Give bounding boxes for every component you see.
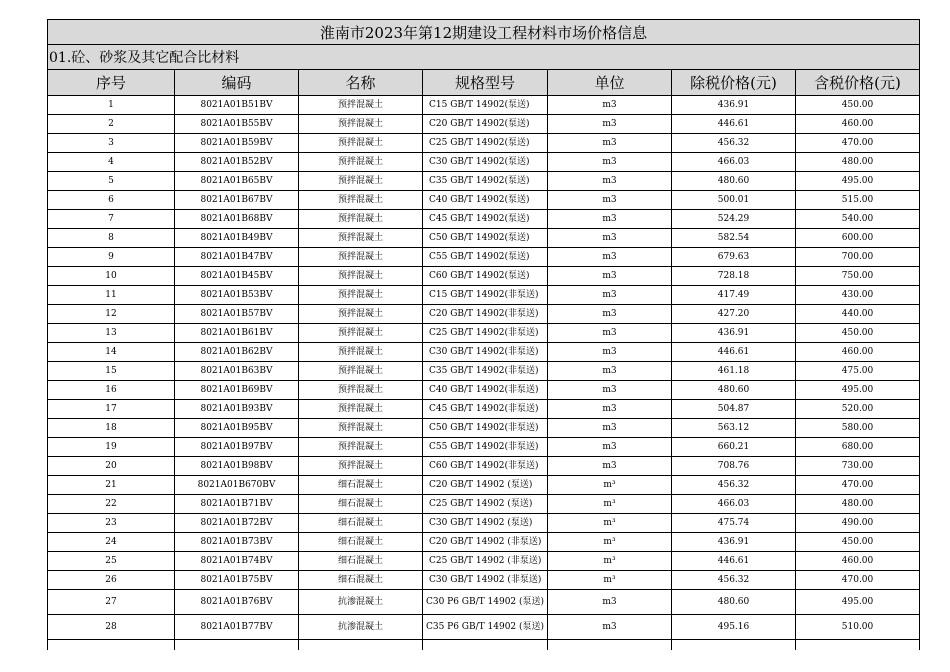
cell-index[interactable]: 4 (48, 153, 175, 172)
cell-name[interactable]: 预拌混凝土 (299, 96, 423, 115)
cell-unit[interactable]: m3 (548, 153, 672, 172)
cell-unit[interactable]: m³ (548, 533, 672, 552)
price-sheet (47, 19, 919, 650)
cell-name[interactable]: 预拌混凝土 (299, 229, 423, 248)
cell-spec[interactable]: C40 GB/T 14902(泵送) (423, 191, 548, 210)
table-row[interactable] (48, 400, 920, 419)
cell-spec[interactable]: C20 GB/T 14902(泵送) (423, 115, 548, 134)
cell-price-incl-tax[interactable]: 475.00 (796, 362, 920, 381)
cell-name[interactable]: 抗渗混凝土 (299, 590, 423, 615)
cell-code[interactable]: 8021A01B49BV (175, 229, 299, 248)
cell-name[interactable]: 预拌混凝土 (299, 191, 423, 210)
cell-spec[interactable]: C45 GB/T 14902(泵送) (423, 210, 548, 229)
cell-index[interactable]: 15 (48, 362, 175, 381)
cell-index[interactable]: 18 (48, 419, 175, 438)
cell-unit[interactable]: m3 (548, 381, 672, 400)
cell-index[interactable]: 1 (48, 96, 175, 115)
cell-spec[interactable]: C15 GB/T 14902(泵送) (423, 96, 548, 115)
cell-name[interactable]: 预拌混凝土 (299, 172, 423, 191)
cell-code[interactable]: 8021A01B47BV (175, 248, 299, 267)
cell-name[interactable]: 细石混凝土 (299, 571, 423, 590)
cell-index[interactable]: 8 (48, 229, 175, 248)
cell-index[interactable]: 21 (48, 476, 175, 495)
table-row[interactable] (48, 134, 920, 153)
cell-unit[interactable]: m³ (548, 552, 672, 571)
cell-code[interactable]: 8021A01B69BV (175, 381, 299, 400)
cell-index[interactable]: 13 (48, 324, 175, 343)
table-row[interactable] (48, 305, 920, 324)
cell-unit[interactable]: m³ (548, 495, 672, 514)
cell-index[interactable]: 17 (48, 400, 175, 419)
cell-index[interactable]: 22 (48, 495, 175, 514)
price-table (47, 19, 920, 650)
table-row[interactable] (48, 172, 920, 191)
cell-spec[interactable]: C55 GB/T 14902(非泵送) (423, 438, 548, 457)
cell-price-incl-tax[interactable]: 460.00 (796, 115, 920, 134)
cell-index[interactable]: 7 (48, 210, 175, 229)
cell-name[interactable]: 预拌混凝土 (299, 210, 423, 229)
cell-price-incl-tax[interactable]: 470.00 (796, 571, 920, 590)
cell-name[interactable]: 细石混凝土 (299, 552, 423, 571)
cell-price-incl-tax[interactable]: 730.00 (796, 457, 920, 476)
cell-spec[interactable]: C35 GB/T 14902(非泵送) (423, 362, 548, 381)
cell-price-incl-tax[interactable]: 450.00 (796, 324, 920, 343)
cell-spec[interactable]: C25 GB/T 14902 (非泵送) (423, 552, 548, 571)
cell-code[interactable]: 8021A01B65BV (175, 172, 299, 191)
sheet-title: 淮南市2023年第12期建设工程材料市场价格信息 (48, 20, 920, 45)
table-row[interactable] (48, 191, 920, 210)
cell-spec[interactable]: C25 GB/T 14902(泵送) (423, 134, 548, 153)
cell-name[interactable]: 预拌混凝土 (299, 115, 423, 134)
cell-price-incl-tax[interactable]: 580.00 (796, 419, 920, 438)
cell-spec[interactable]: C60 GB/T 14902(泵送) (423, 267, 548, 286)
section-heading: 01.砼、砂浆及其它配合比材料 (48, 45, 920, 70)
table-row[interactable] (48, 248, 920, 267)
table-row[interactable] (48, 533, 920, 552)
table-row[interactable] (48, 571, 920, 590)
cell-index[interactable]: 6 (48, 191, 175, 210)
col-header-name[interactable]: 名称 (299, 70, 423, 96)
cell-price-excl-tax[interactable]: 708.76 (672, 457, 796, 476)
cell-name[interactable]: 预拌混凝土 (299, 153, 423, 172)
cell-spec[interactable]: C50 GB/T 14902(泵送) (423, 229, 548, 248)
cell-spec[interactable]: C55 GB/T 14902(泵送) (423, 248, 548, 267)
cell-price-excl-tax[interactable]: 480.60 (672, 590, 796, 615)
empty-cell (299, 640, 423, 651)
cell-unit[interactable]: m³ (548, 476, 672, 495)
cell-price-incl-tax[interactable]: 450.00 (796, 533, 920, 552)
empty-cell (175, 640, 299, 651)
cell-index[interactable]: 25 (48, 552, 175, 571)
cell-price-incl-tax[interactable]: 480.00 (796, 495, 920, 514)
table-row[interactable] (48, 381, 920, 400)
cell-unit[interactable]: m3 (548, 229, 672, 248)
empty-cell (48, 640, 175, 651)
table-row[interactable] (48, 590, 920, 615)
cell-price-excl-tax[interactable]: 524.29 (672, 210, 796, 229)
table-row[interactable] (48, 115, 920, 134)
cell-name[interactable]: 细石混凝土 (299, 495, 423, 514)
cell-unit[interactable]: m3 (548, 248, 672, 267)
cell-index[interactable]: 5 (48, 172, 175, 191)
cell-code[interactable]: 8021A01B72BV (175, 514, 299, 533)
cell-price-incl-tax[interactable]: 430.00 (796, 286, 920, 305)
cell-unit[interactable]: m3 (548, 172, 672, 191)
cell-price-incl-tax[interactable]: 700.00 (796, 248, 920, 267)
cell-price-excl-tax[interactable]: 436.91 (672, 96, 796, 115)
cell-spec[interactable]: C35 P6 GB/T 14902 (泵送) (423, 615, 548, 640)
cell-index[interactable]: 20 (48, 457, 175, 476)
cell-price-excl-tax[interactable]: 436.91 (672, 533, 796, 552)
table-row[interactable] (48, 286, 920, 305)
cell-price-incl-tax[interactable]: 470.00 (796, 134, 920, 153)
cell-name[interactable]: 细石混凝土 (299, 514, 423, 533)
cell-unit[interactable]: m3 (548, 400, 672, 419)
cell-unit[interactable]: m3 (548, 115, 672, 134)
cell-name[interactable]: 预拌混凝土 (299, 438, 423, 457)
cell-index[interactable]: 10 (48, 267, 175, 286)
cell-price-excl-tax[interactable]: 679.63 (672, 248, 796, 267)
cell-name[interactable]: 预拌混凝土 (299, 305, 423, 324)
cell-unit[interactable]: m3 (548, 343, 672, 362)
table-row[interactable] (48, 457, 920, 476)
cell-price-excl-tax[interactable]: 456.32 (672, 476, 796, 495)
cell-index[interactable]: 16 (48, 381, 175, 400)
cell-unit[interactable]: m³ (548, 571, 672, 590)
cell-spec[interactable]: C35 GB/T 14902(泵送) (423, 172, 548, 191)
cell-price-excl-tax[interactable]: 504.87 (672, 400, 796, 419)
cell-code[interactable]: 8021A01B95BV (175, 419, 299, 438)
cell-index[interactable]: 12 (48, 305, 175, 324)
cell-price-incl-tax[interactable]: 495.00 (796, 381, 920, 400)
cell-price-excl-tax[interactable]: 456.32 (672, 134, 796, 153)
cell-price-excl-tax[interactable]: 480.60 (672, 172, 796, 191)
cell-code[interactable]: 8021A01B55BV (175, 115, 299, 134)
empty-cell (548, 640, 672, 651)
cell-price-excl-tax[interactable]: 466.03 (672, 153, 796, 172)
cell-name[interactable]: 预拌混凝土 (299, 381, 423, 400)
col-header-price-excl-tax[interactable]: 除税价格(元) (672, 70, 796, 96)
table-row[interactable] (48, 615, 920, 640)
cell-unit[interactable]: m3 (548, 134, 672, 153)
cell-price-excl-tax[interactable]: 582.54 (672, 229, 796, 248)
table-row[interactable] (48, 96, 920, 115)
cell-price-excl-tax[interactable]: 728.18 (672, 267, 796, 286)
cell-spec[interactable]: C50 GB/T 14902(非泵送) (423, 419, 548, 438)
cell-spec[interactable]: C45 GB/T 14902(非泵送) (423, 400, 548, 419)
cell-name[interactable]: 预拌混凝土 (299, 457, 423, 476)
cell-code[interactable]: 8021A01B75BV (175, 571, 299, 590)
cell-price-excl-tax[interactable]: 446.61 (672, 115, 796, 134)
cell-price-incl-tax[interactable]: 440.00 (796, 305, 920, 324)
cell-spec[interactable]: C60 GB/T 14902(非泵送) (423, 457, 548, 476)
cell-price-excl-tax[interactable]: 563.12 (672, 419, 796, 438)
cell-spec[interactable]: C20 GB/T 14902 (非泵送) (423, 533, 548, 552)
cell-name[interactable]: 预拌混凝土 (299, 400, 423, 419)
cell-unit[interactable]: m3 (548, 210, 672, 229)
col-header-index[interactable]: 序号 (48, 70, 175, 96)
cell-price-excl-tax[interactable]: 436.91 (672, 324, 796, 343)
table-row[interactable] (48, 210, 920, 229)
cell-price-excl-tax[interactable]: 480.60 (672, 381, 796, 400)
cell-index[interactable]: 28 (48, 615, 175, 640)
col-header-unit[interactable]: 单位 (548, 70, 672, 96)
cell-code[interactable]: 8021A01B57BV (175, 305, 299, 324)
cell-spec[interactable]: C20 GB/T 14902 (泵送) (423, 476, 548, 495)
cell-unit[interactable]: m3 (548, 286, 672, 305)
cell-code[interactable]: 8021A01B74BV (175, 552, 299, 571)
cell-name[interactable]: 预拌混凝土 (299, 419, 423, 438)
cell-code[interactable]: 8021A01B98BV (175, 457, 299, 476)
cell-unit[interactable]: m3 (548, 457, 672, 476)
cell-code[interactable]: 8021A01B52BV (175, 153, 299, 172)
col-header-code[interactable]: 编码 (175, 70, 299, 96)
cell-price-excl-tax[interactable]: 466.03 (672, 495, 796, 514)
cell-price-excl-tax[interactable]: 475.74 (672, 514, 796, 533)
table-row[interactable] (48, 324, 920, 343)
cell-unit[interactable]: m3 (548, 191, 672, 210)
header-row (48, 70, 920, 96)
cell-price-incl-tax[interactable]: 470.00 (796, 476, 920, 495)
cell-spec[interactable]: C15 GB/T 14902(非泵送) (423, 286, 548, 305)
table-row[interactable] (48, 267, 920, 286)
cell-price-incl-tax[interactable]: 680.00 (796, 438, 920, 457)
cell-price-incl-tax[interactable]: 480.00 (796, 153, 920, 172)
cell-spec[interactable]: C25 GB/T 14902 (泵送) (423, 495, 548, 514)
cell-unit[interactable]: m3 (548, 419, 672, 438)
cell-name[interactable]: 预拌混凝土 (299, 324, 423, 343)
cell-price-incl-tax[interactable]: 510.00 (796, 615, 920, 640)
cell-unit[interactable]: m³ (548, 514, 672, 533)
cell-code[interactable]: 8021A01B61BV (175, 324, 299, 343)
cell-price-incl-tax[interactable]: 750.00 (796, 267, 920, 286)
table-row[interactable] (48, 229, 920, 248)
table-row[interactable] (48, 343, 920, 362)
cell-code[interactable]: 8021A01B76BV (175, 590, 299, 615)
cell-unit[interactable]: m3 (548, 267, 672, 286)
cell-index[interactable]: 19 (48, 438, 175, 457)
cell-name[interactable]: 预拌混凝土 (299, 362, 423, 381)
cell-unit[interactable]: m3 (548, 324, 672, 343)
cell-name[interactable]: 细石混凝土 (299, 476, 423, 495)
cell-price-incl-tax[interactable]: 540.00 (796, 210, 920, 229)
cell-price-excl-tax[interactable]: 417.49 (672, 286, 796, 305)
cell-price-incl-tax[interactable]: 520.00 (796, 400, 920, 419)
cell-code[interactable]: 8021A01B68BV (175, 210, 299, 229)
cell-price-excl-tax[interactable]: 427.20 (672, 305, 796, 324)
cell-spec[interactable]: C30 GB/T 14902(非泵送) (423, 343, 548, 362)
col-header-price-incl-tax[interactable]: 含税价格(元) (796, 70, 920, 96)
cell-price-incl-tax[interactable]: 460.00 (796, 343, 920, 362)
cell-code[interactable]: 8021A01B59BV (175, 134, 299, 153)
cell-index[interactable]: 11 (48, 286, 175, 305)
table-row[interactable] (48, 153, 920, 172)
cell-code[interactable]: 8021A01B62BV (175, 343, 299, 362)
cell-code[interactable]: 8021A01B45BV (175, 267, 299, 286)
cell-name[interactable]: 预拌混凝土 (299, 286, 423, 305)
cell-spec[interactable]: C40 GB/T 14902(非泵送) (423, 381, 548, 400)
cell-index[interactable]: 14 (48, 343, 175, 362)
cell-spec[interactable]: C20 GB/T 14902(非泵送) (423, 305, 548, 324)
cell-code[interactable]: 8021A01B51BV (175, 96, 299, 115)
cell-name[interactable]: 预拌混凝土 (299, 134, 423, 153)
table-row-partial (48, 640, 920, 651)
cell-unit[interactable]: m3 (548, 615, 672, 640)
cell-unit[interactable]: m3 (548, 305, 672, 324)
cell-price-excl-tax[interactable]: 461.18 (672, 362, 796, 381)
cell-unit[interactable]: m3 (548, 96, 672, 115)
table-row[interactable] (48, 438, 920, 457)
cell-spec[interactable]: C30 GB/T 14902(泵送) (423, 153, 548, 172)
cell-name[interactable]: 预拌混凝土 (299, 248, 423, 267)
cell-code[interactable]: 8021A01B53BV (175, 286, 299, 305)
cell-name[interactable]: 预拌混凝土 (299, 267, 423, 286)
cell-spec[interactable]: C30 P6 GB/T 14902 (泵送) (423, 590, 548, 615)
cell-price-excl-tax[interactable]: 446.61 (672, 343, 796, 362)
table-row[interactable] (48, 552, 920, 571)
cell-index[interactable]: 24 (48, 533, 175, 552)
table-row[interactable] (48, 495, 920, 514)
cell-index[interactable]: 26 (48, 571, 175, 590)
cell-code[interactable]: 8021A01B670BV (175, 476, 299, 495)
cell-code[interactable]: 8021A01B97BV (175, 438, 299, 457)
cell-code[interactable]: 8021A01B63BV (175, 362, 299, 381)
empty-cell (423, 640, 548, 651)
cell-spec[interactable]: C30 GB/T 14902 (非泵送) (423, 571, 548, 590)
cell-code[interactable]: 8021A01B93BV (175, 400, 299, 419)
cell-name[interactable]: 预拌混凝土 (299, 343, 423, 362)
col-header-spec[interactable]: 规格型号 (423, 70, 548, 96)
cell-price-incl-tax[interactable]: 515.00 (796, 191, 920, 210)
cell-unit[interactable]: m3 (548, 590, 672, 615)
table-row[interactable] (48, 514, 920, 533)
cell-index[interactable]: 27 (48, 590, 175, 615)
cell-index[interactable]: 3 (48, 134, 175, 153)
cell-price-incl-tax[interactable]: 450.00 (796, 96, 920, 115)
table-row[interactable] (48, 476, 920, 495)
cell-index[interactable]: 2 (48, 115, 175, 134)
cell-price-incl-tax[interactable]: 600.00 (796, 229, 920, 248)
cell-price-incl-tax[interactable]: 490.00 (796, 514, 920, 533)
empty-cell (796, 640, 920, 651)
table-row[interactable] (48, 362, 920, 381)
cell-code[interactable]: 8021A01B73BV (175, 533, 299, 552)
cell-index[interactable]: 9 (48, 248, 175, 267)
cell-code[interactable]: 8021A01B77BV (175, 615, 299, 640)
cell-name[interactable]: 抗渗混凝土 (299, 615, 423, 640)
cell-price-excl-tax[interactable]: 500.01 (672, 191, 796, 210)
cell-unit[interactable]: m3 (548, 362, 672, 381)
cell-spec[interactable]: C25 GB/T 14902(非泵送) (423, 324, 548, 343)
cell-price-incl-tax[interactable]: 495.00 (796, 172, 920, 191)
cell-index[interactable]: 23 (48, 514, 175, 533)
cell-price-excl-tax[interactable]: 660.21 (672, 438, 796, 457)
empty-cell (672, 640, 796, 651)
cell-price-incl-tax[interactable]: 460.00 (796, 552, 920, 571)
cell-name[interactable]: 细石混凝土 (299, 533, 423, 552)
cell-unit[interactable]: m3 (548, 438, 672, 457)
cell-spec[interactable]: C30 GB/T 14902 (泵送) (423, 514, 548, 533)
cell-price-incl-tax[interactable]: 495.00 (796, 590, 920, 615)
cell-price-excl-tax[interactable]: 446.61 (672, 552, 796, 571)
cell-code[interactable]: 8021A01B71BV (175, 495, 299, 514)
cell-code[interactable]: 8021A01B67BV (175, 191, 299, 210)
cell-price-excl-tax[interactable]: 456.32 (672, 571, 796, 590)
cell-price-excl-tax[interactable]: 495.16 (672, 615, 796, 640)
table-row[interactable] (48, 419, 920, 438)
